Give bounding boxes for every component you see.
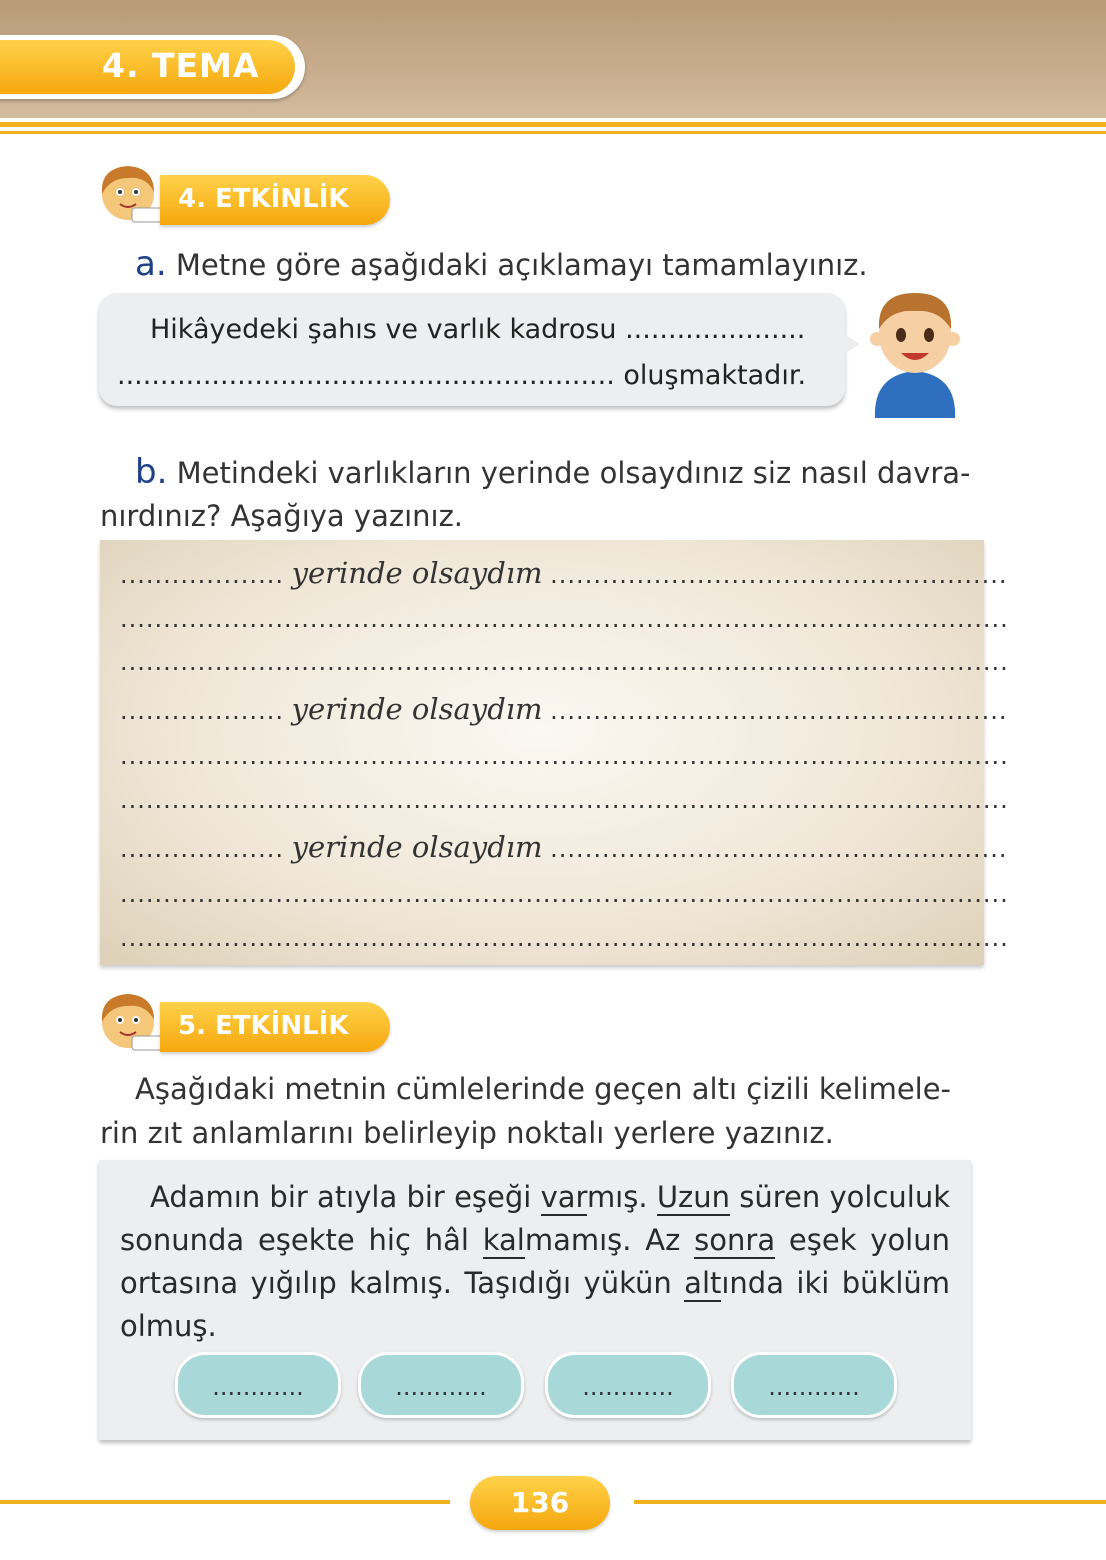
write-prompt-3: yerinde olsaydım <box>291 830 543 864</box>
footer-line-right <box>634 1500 1106 1504</box>
write-line-5[interactable]: ....................................................................................................... <box>120 742 1009 770</box>
answer-box-3[interactable]: ............ <box>545 1352 711 1418</box>
underlined-word-4: sonra <box>694 1223 776 1257</box>
write-line-1[interactable] <box>120 556 1008 590</box>
activity5-paragraph: Adamın bir atıyla bir eşeği varmış. Uzun süren yolculuk sonunda eşekte hiç hâl kalmamış. Az sonra eşek yolun ortasına yığılıp kalmış. Taşıdığı yükün altında iki büklüm olmuş. <box>120 1180 951 1343</box>
write-line-3[interactable]: ....................................................................................................... <box>120 648 1009 676</box>
activity5-instruction-2: rin zıt anlamlarını belirleyip noktalı yerlere yazınız. <box>100 1116 834 1150</box>
header-divider <box>0 122 1106 127</box>
question-b-line2: nırdınız? Aşağıya yazınız. <box>100 499 464 533</box>
boy-character-icon <box>855 283 975 418</box>
write-blank-3: ..................................................... <box>550 835 1008 863</box>
underlined-word-3: kal <box>482 1223 525 1257</box>
underlined-word-2: Uzun <box>656 1180 731 1214</box>
bubble-line-1: Hikâyedeki şahıs ve varlık kadrosu ..................... <box>150 314 806 345</box>
write-blank-name-3: ................... <box>120 835 284 863</box>
underlined-word-5: alt <box>684 1266 722 1300</box>
underlined-word-1: var <box>540 1180 587 1214</box>
tema-title: 4. TEMA <box>102 46 260 85</box>
footer-line-left <box>0 1500 450 1504</box>
write-blank-name-2: ................... <box>120 697 284 725</box>
question-b-text-1: Metindeki varlıkların yerinde olsaydınız siz nasıl davra- <box>176 456 971 490</box>
question-b-letter: b. <box>135 452 168 492</box>
write-line-9[interactable]: ....................................................................................................... <box>120 924 1009 952</box>
write-line-4[interactable] <box>120 692 1008 726</box>
question-a-letter: a. <box>135 244 167 284</box>
write-prompt-1: yerinde olsaydım <box>291 556 543 590</box>
answer-box-4[interactable]: ............ <box>731 1352 897 1418</box>
write-blank-2: ..................................................... <box>550 697 1008 725</box>
write-line-7[interactable] <box>120 830 1008 864</box>
write-line-6[interactable]: ....................................................................................................... <box>120 786 1009 814</box>
write-blank-1: ..................................................... <box>550 561 1008 589</box>
write-line-2[interactable]: ....................................................................................................... <box>120 605 1009 633</box>
write-prompt-2: yerinde olsaydım <box>291 692 543 726</box>
answer-box-2[interactable]: ............ <box>358 1352 524 1418</box>
header-divider-thin <box>0 131 1106 134</box>
page-number: 136 <box>510 1486 570 1519</box>
question-a <box>135 242 868 287</box>
question-a-text: Metne göre aşağıdaki açıklamayı tamamlayınız. <box>175 248 868 282</box>
bubble-line-2: .......................................................... oluşmaktadır. <box>117 360 807 391</box>
activity5-title: 5. ETKİNLİK <box>178 1011 349 1041</box>
answer-box-1[interactable]: ............ <box>175 1352 341 1418</box>
activity4-title: 4. ETKİNLİK <box>178 184 349 214</box>
question-b-line1 <box>135 450 970 495</box>
write-blank-name-1: ................... <box>120 561 284 589</box>
write-line-8[interactable]: ....................................................................................................... <box>120 880 1009 908</box>
activity5-instruction-1: Aşağıdaki metnin cümlelerinde geçen altı çizili kelimele- <box>135 1072 952 1106</box>
